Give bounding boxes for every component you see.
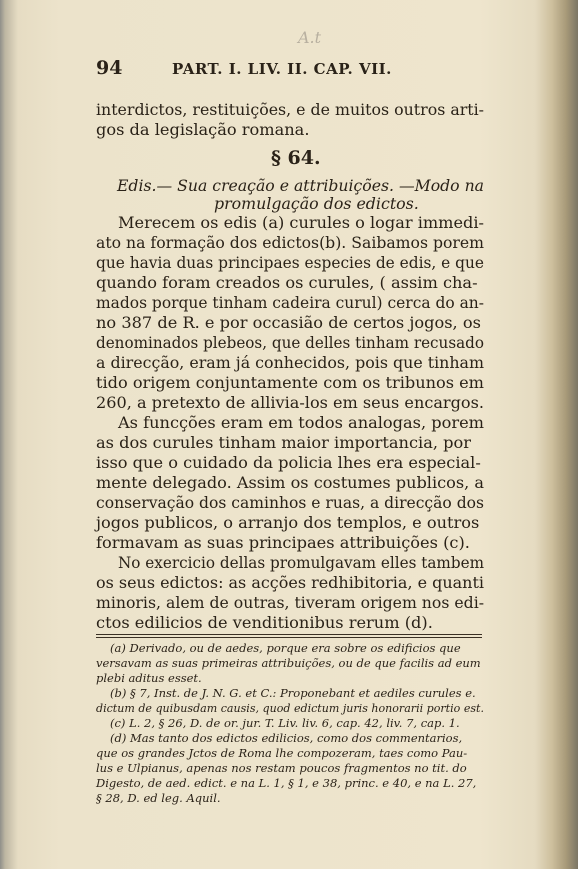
body-line: mente delegado. Assim os costumes publicos, a [96,473,484,492]
body-line: denominados plebeos, que delles tinham recusado [96,333,484,352]
body-line: ato na formação dos edictos(b). Saibamos porem [96,233,485,252]
pencil-annotation: A.t [298,28,322,47]
body-line: Merecem os edis (a) curules o logar immedi- [118,213,485,232]
section-heading-line: Edis.— Sua creação e attribuições. —Modo na [117,176,485,195]
footnote-line: versavam as suas primeiras attribuições, ou de que facilis ad eum [96,656,481,670]
body-line: No exercicio dellas promulgavam elles tambem [118,553,484,572]
footnote-line: (d) Mas tanto dos edictos edilicios, como dos commentarios, [110,731,463,745]
footnote-line: Digesto, de aed. edict. e na L. 1, § 1, e 38, princ. e 40, e na L. 27, [96,776,477,790]
body-line: a direcção, eram já conhecidos, pois que tinham [96,353,485,372]
body-line: quando foram creados os curules, ( assim cha- [96,273,478,292]
body-line: que havia duas principaes especies de edis, e que [96,253,485,272]
body-line: formavam as suas principaes attribuições (c). [96,533,470,552]
footnote-line: § 28, D. ed leg. Aquil. [96,791,221,805]
body-line: os seus edictos: as acções redhibitoria, e quanti [96,573,484,592]
footnote-line: (b) § 7, Inst. de J. N. G. et C.: Proponebant et aediles curules e. [110,686,476,700]
body-line: conservação dos caminhos e ruas, a direcção dos [96,493,485,512]
body-line: 260, a pretexto de allivia-los em seus encargos. [96,393,485,412]
footnote-line: dictum de quibusdam causis, quod edictum juris honorarii portio est. [96,701,485,715]
footnote-line: que os grandes Jctos de Roma lhe compozeram, taes como Pau- [96,746,468,760]
body-line: ctos edilicios de venditionibus rerum (d). [96,613,433,632]
body-line: minoris, alem de outras, tiveram origem nos edi- [96,593,485,612]
body-line: tido origem conjuntamente com os tribunos em [96,373,484,392]
footnote-line: plebi aditus esset. [96,671,202,685]
section-heading-line: promulgação dos edictos. [214,194,419,213]
body-line: mados porque tinham cadeira curul) cerca do an- [96,293,484,312]
footnote-rule [96,637,482,638]
body-line: no 387 de R. e por occasião de certos jogos, os [96,313,481,332]
footnote-line: lus e Ulpianus, apenas nos restam poucos fragmentos no tit. do [96,761,467,775]
body-line: isso que o cuidado da policia lhes era especial- [96,453,481,472]
section-number: § 64. [271,147,321,169]
body-line: As funcções eram em todos analogas, porem [118,413,485,432]
continuation-line: interdictos, restituições, e de muitos outros arti- [96,100,484,119]
footnote-line: (c) L. 2, § 26, D. de or. jur. T. Liv. liv. 6, cap. 42, liv. 7, cap. 1. [110,716,460,730]
footnote-line: (a) Derivado, ou de aedes, porque era sobre os edificios que [110,641,461,655]
body-line: jogos publicos, o arranjo dos templos, e outros [96,513,480,532]
footnote-rule [96,634,482,635]
continuation-line: gos da legislação romana. [96,120,310,139]
body-line: as dos curules tinham maior importancia, por [96,433,471,452]
page-number: 94 [96,57,123,79]
running-head: PART. I. LIV. II. CAP. VII. [172,60,392,78]
